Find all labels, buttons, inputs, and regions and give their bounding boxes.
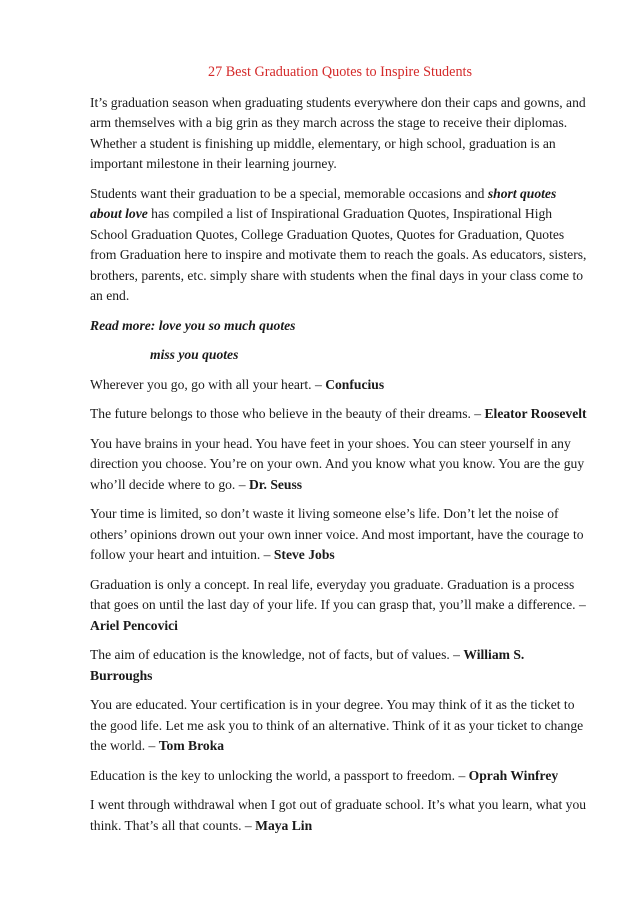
quote-paragraph xyxy=(90,575,590,637)
quote-text: Graduation is only a concept. In real life, everyday you graduate. Graduation is a process that goes on until the last day of your life. If you can grasp that, you’ll make a difference. – xyxy=(90,576,586,612)
quote-author: Ariel Pencovici xyxy=(90,617,178,633)
quote-author: Dr. Seuss xyxy=(248,476,303,492)
page-title: 27 Best Graduation Quotes to Inspire Students xyxy=(207,64,472,80)
miss-you-quotes-link[interactable]: miss you quotes xyxy=(150,347,239,362)
quote-author: Confucius xyxy=(325,376,385,392)
quote-author: William S. Burroughs xyxy=(90,647,525,683)
quote-paragraph xyxy=(90,375,590,396)
quote-paragraph xyxy=(90,645,590,686)
description-text-end: has compiled a list of Inspirational Graduation Quotes, Inspirational High School Graduation Quotes, College Graduation Quotes, Quotes for Graduation, Quotes from Graduation here to inspire and motivate them to reach the goals. As educators, sisters, brothers, parents, etc. simply share with students when the final days in your class come to an end. xyxy=(90,206,587,303)
quote-text: Wherever you go, go with all your heart. – xyxy=(90,376,326,392)
quote-text: Education is the key to unlocking the world, a passport to freedom. – xyxy=(90,767,469,783)
quote-text: The aim of education is the knowledge, not of facts, but of values. – xyxy=(90,647,464,662)
quote-text: You have brains in your head. You have feet in your shoes. You can steer yourself in any direction you choose. You’re on your own. And you know what you know. You are the guy who’ll decide where to go. – xyxy=(90,435,585,492)
quote-author: Oprah Winfrey xyxy=(468,767,559,783)
quote-author: Steve Jobs xyxy=(273,547,335,562)
quote-paragraph xyxy=(90,695,590,757)
short-quotes-about-love-link[interactable]: short quotes about love xyxy=(90,185,557,221)
quote-author: Maya Lin xyxy=(255,817,313,833)
quote-text: Your time is limited, so don’t waste it living someone else’s life. Don’t let the noise of others’ opinions drown out your own inner voice. And most important, have the courage to follow your heart and intuition. – xyxy=(90,506,584,562)
quote-author: Eleator Roosevelt xyxy=(484,406,587,421)
quote-text: You are educated. Your certification is in your degree. You may think of it as the ticket to the good life. Let me ask you to think of an alternative. Think of it as your ticket to change the world. – xyxy=(90,697,584,753)
read-more-line xyxy=(90,316,590,337)
quote-text: The future belongs to those who believe in the beauty of their dreams. – xyxy=(90,406,485,421)
description-paragraph xyxy=(90,184,590,307)
document-page xyxy=(90,62,590,845)
intro-paragraph: It’s graduation season when graduating students everywhere don their caps and gowns, and arm themselves with a big grin as they march across the stage to receive their diplomas. Whether a student is finishing up middle, elementary, or high school, graduation is an important milestone in their learning journey. xyxy=(90,94,586,171)
read-more-label: Read more: xyxy=(90,317,156,333)
description-text-start: Students want their graduation to be a special, memorable occasions and xyxy=(90,185,488,201)
quote-author: Tom Broka xyxy=(158,738,225,753)
read-more-second-line xyxy=(90,345,590,366)
quote-text: I went through withdrawal when I got out of graduate school. It’s what you learn, what you think. That’s all that counts. – xyxy=(90,797,587,833)
quote-paragraph xyxy=(90,795,590,836)
quote-paragraph xyxy=(90,404,590,425)
quote-paragraph xyxy=(90,504,590,566)
quote-paragraph xyxy=(90,766,590,787)
quote-paragraph xyxy=(90,434,590,496)
love-you-so-much-quotes-link[interactable]: love you so much quotes xyxy=(158,317,296,333)
